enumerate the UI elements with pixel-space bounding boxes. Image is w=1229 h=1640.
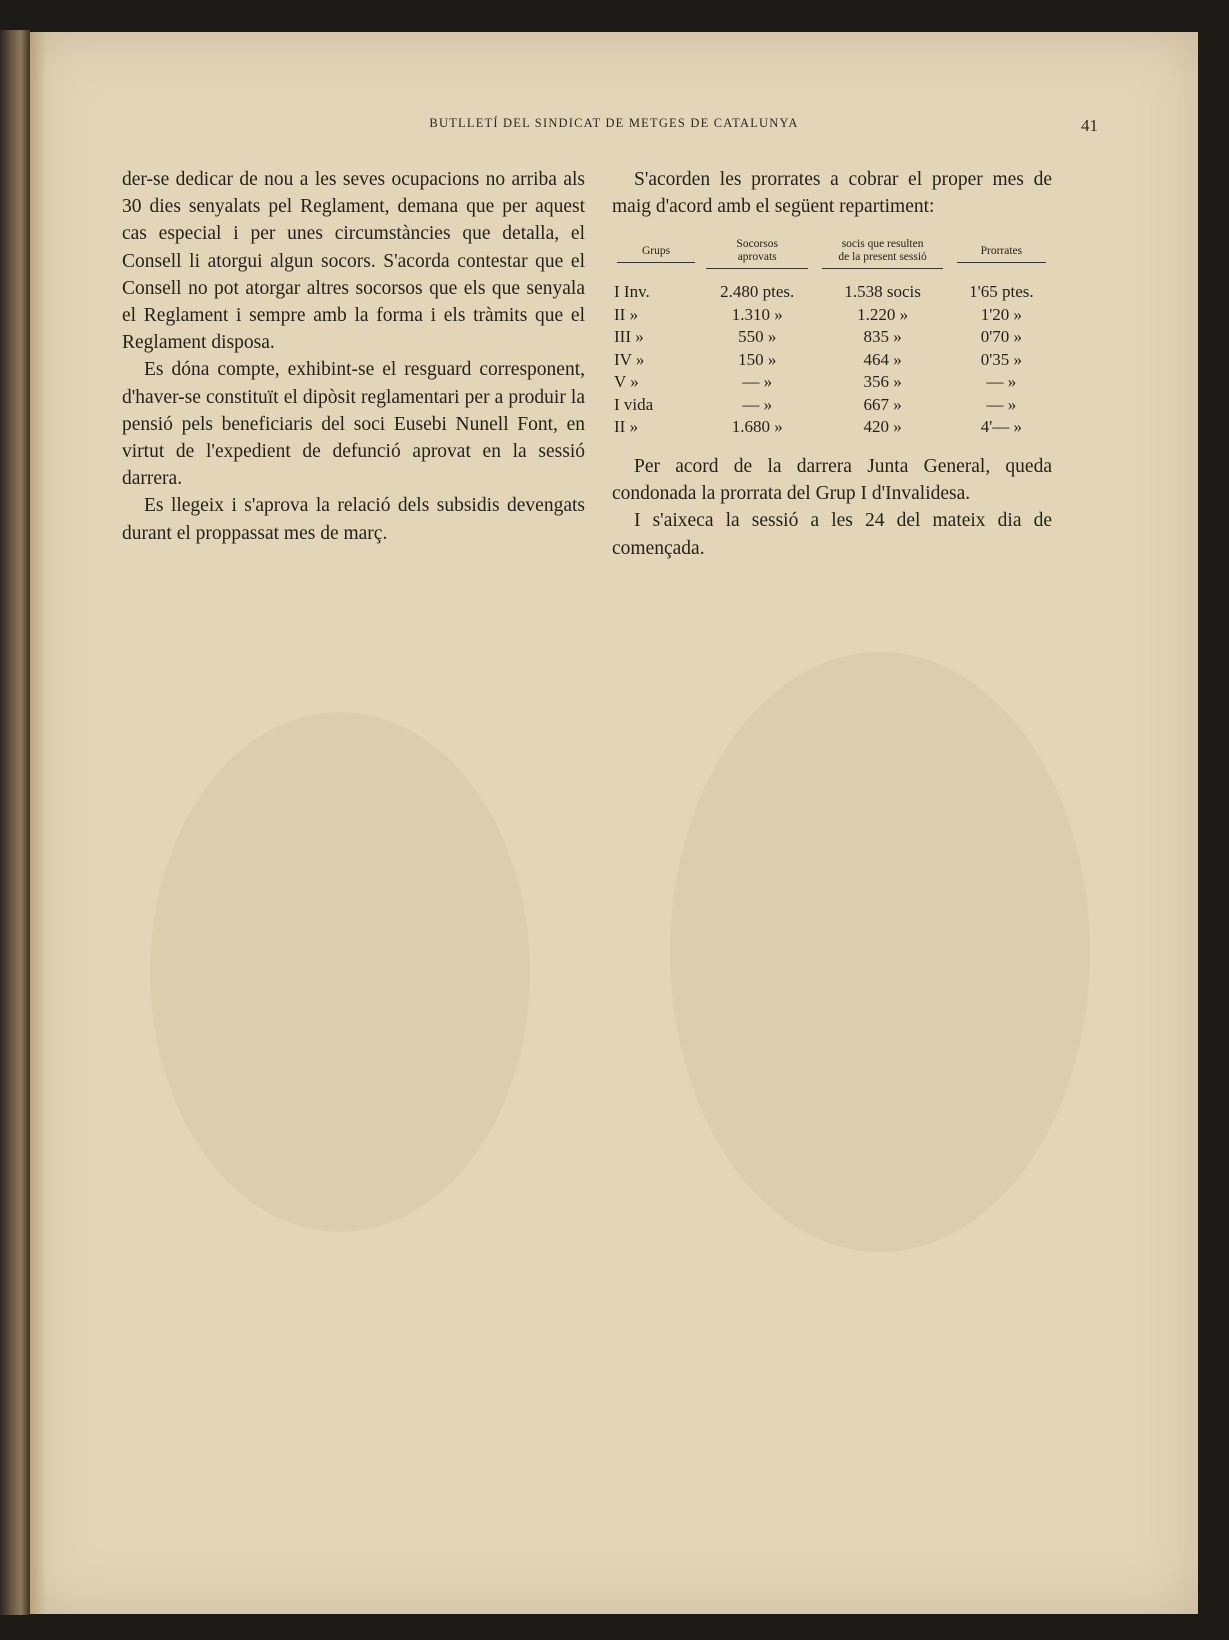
cell-socis: 667 » [863,394,902,414]
paragraph: Per acord de la darrera Junta General, queda condonada la prorrata del Grup I d'Invalidesa. [612,455,1052,505]
cell-socis: 464 » [863,349,902,369]
document-page [30,32,1198,1614]
bleed-through-stain [150,712,530,1232]
right-column [612,166,1052,562]
table-row [612,271,1052,304]
col-header-socorsos: Socorsos aprovats [700,234,814,271]
cell-grup: III » [614,327,644,347]
paragraph: Es dóna compte, exhibint-se el resguard corresponent, d'haver-se constituït el dipòsit reglamentari per a produir la pensió pels beneficiaris del soci Eusebi Nunell Font, en virtut de l'expedient de defunció aprovat en la sessió darrera. [122,359,585,490]
cell-socorsos: 550 » [738,327,777,347]
cell-grup: I vida [614,394,654,414]
book-binding [0,30,30,1615]
table-row [612,304,1052,327]
left-column [122,166,585,547]
cell-socis: 1.538 socis [844,282,921,302]
table-row [612,416,1052,439]
cell-prorrata: 0'35 » [980,349,1023,369]
col-header-grups: Grups [612,234,700,271]
col-header-socis: socis que resulten de la present sessió [814,234,950,271]
cell-socorsos: 1.680 » [731,417,783,437]
intro-paragraph: S'acorden les prorrates a cobrar el proper mes de maig d'acord amb el següent repartiment: [612,169,1052,218]
cell-socorsos: 150 » [738,349,777,369]
cell-socis: 356 » [863,372,902,392]
cell-socorsos: 1.310 » [731,304,783,324]
cell-prorrata: 4'— » [980,417,1023,437]
col-header-prorrates: Prorrates [951,234,1052,271]
cell-prorrata: — » [986,372,1017,392]
prorrates-table [612,234,1052,439]
table-row [612,349,1052,372]
cell-grup: IV » [614,349,645,369]
cell-prorrata: 1'20 » [980,304,1023,324]
table-row [612,326,1052,349]
cell-socorsos: — » [742,372,773,392]
cell-grup: I Inv. [614,282,650,302]
cell-prorrata: 1'65 ptes. [969,282,1034,302]
cell-prorrata: — » [986,394,1017,414]
cell-prorrata: 0'70 » [980,327,1023,347]
cell-socis: 1.220 » [857,304,909,324]
running-header: BUTLLETÍ DEL SINDICAT DE METGES DE CATALUNYA [429,116,799,130]
bleed-through-stain [670,652,1090,1252]
table-row [612,394,1052,417]
cell-socis: 835 » [863,327,902,347]
paragraph: Es llegeix i s'aprova la relació dels subsidis devengats durant el proppassat mes de març. [122,495,585,544]
table-row [612,371,1052,394]
page-number: 41 [1081,116,1098,135]
table-header-row [612,234,1052,271]
cell-grup: V » [614,372,639,392]
cell-grup: II » [614,304,639,324]
cell-socorsos: — » [742,394,773,414]
cell-grup: II » [614,417,639,437]
cell-socis: 420 » [863,417,902,437]
paragraph: I s'aixeca la sessió a les 24 del mateix dia de començada. [612,510,1052,559]
cell-socorsos: 2.480 ptes. [720,282,795,302]
paragraph: der-se dedicar de nou a les seves ocupacions no arriba als 30 dies senyalats pel Reglament, demana que per aquest cas especial i per unes circumstàncies que detalla, el Consell li atorgui algun socors. S'acorda contestar que el Consell no pot atorgar altres socorsos que els que senyala el Reglament i sempre amb la forma i els tràmits que el Reglament disposa. [122,169,585,354]
prorrates-table-wrap [612,234,1052,439]
